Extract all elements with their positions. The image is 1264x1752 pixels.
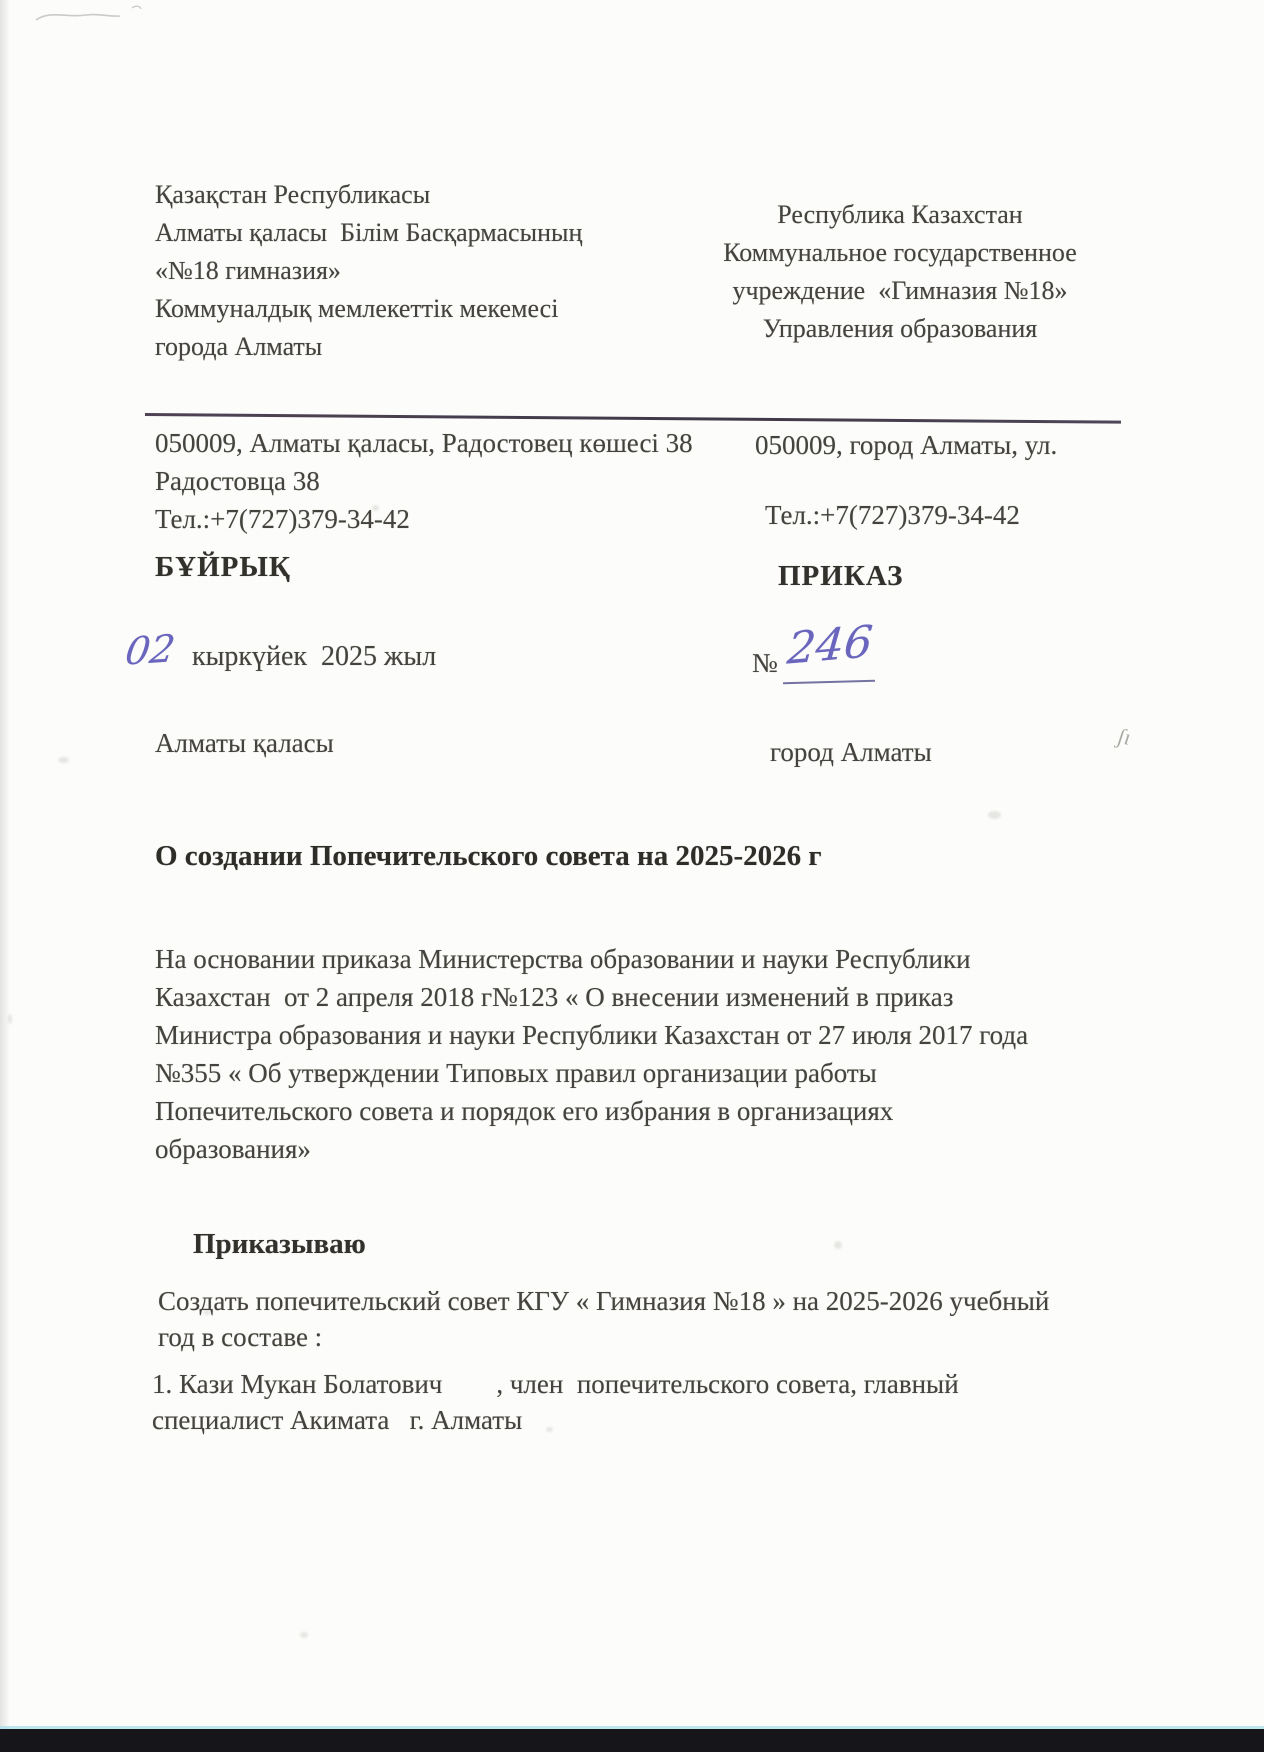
- decree-word: Приказываю: [193, 1228, 366, 1260]
- pencil-scribble-artifact: [28, 2, 168, 36]
- header-divider-line: [145, 413, 1121, 424]
- handwritten-order-number: 246: [785, 616, 875, 675]
- order-number-label: №: [752, 648, 778, 678]
- org-kk-line: «№18 гимназия»: [155, 256, 341, 285]
- preamble-line: Министра образования и науки Республики Казахстан от 27 июля 2017 года: [155, 1020, 1029, 1050]
- org-ru-line: учреждение «Гимназия №18»: [732, 276, 1068, 305]
- order-number-underline: [783, 680, 875, 684]
- decree-line: Создать попечительский совет КГУ « Гимназия №18 » на 2025-2026 учебный: [158, 1286, 1050, 1316]
- scan-smudge: [8, 1014, 12, 1024]
- address-russian: 050009, город Алматы, ул.: [755, 430, 1058, 460]
- org-ru-line: Республика Казахстан: [777, 200, 1023, 229]
- order-heading-kazakh: БҰЙРЫҚ: [155, 551, 291, 583]
- scan-smudge: [372, 505, 379, 511]
- preamble-line: образования»: [155, 1134, 311, 1164]
- preamble-line: На основании приказа Министерства образовании и науки Республики: [155, 944, 971, 974]
- member-list-item: [152, 1366, 959, 1438]
- org-kk-line: Алматы қаласы Білім Басқармасының: [155, 218, 583, 247]
- member-line: специалист Акимата г. Алматы: [152, 1405, 523, 1435]
- decree-line: год в составе :: [158, 1322, 323, 1352]
- city-kazakh: Алматы қаласы: [155, 728, 334, 758]
- order-date-text: кыркүйек 2025 жыл: [192, 641, 437, 672]
- scan-smudge: [834, 1241, 842, 1249]
- city-russian: город Алматы: [770, 737, 932, 767]
- org-ru-line: Управления образования: [762, 314, 1038, 343]
- org-name-kazakh: [155, 176, 582, 366]
- phone-kk: Тел.:+7(727)379-34-42: [155, 504, 410, 534]
- preamble-paragraph: [155, 940, 1028, 1168]
- subject-title: О создании Попечительского совета на 2025-2026 г: [155, 840, 822, 872]
- org-ru-line: Коммунальное государственное: [723, 238, 1077, 267]
- scan-smudge: [988, 811, 1001, 819]
- scan-smudge: [300, 1632, 308, 1638]
- decree-paragraph: [158, 1283, 1049, 1355]
- scan-smudge: [204, 1310, 210, 1315]
- order-heading-russian: ПРИКАЗ: [778, 560, 904, 592]
- address-kk-line: Радостовца 38: [155, 466, 320, 496]
- ink-mark-artifact: ʃı: [1116, 723, 1133, 750]
- org-kk-line: города Алматы: [155, 332, 323, 361]
- phone-russian: Тел.:+7(727)379-34-42: [765, 500, 1020, 530]
- preamble-line: Попечительского совета и порядок его избрания в организациях: [155, 1096, 894, 1126]
- scanner-edge-band: [0, 1729, 1264, 1752]
- member-line: 1. Кази Мукан Болатович , член попечительского совета, главный: [152, 1369, 959, 1399]
- org-name-russian: [680, 196, 1120, 348]
- preamble-line: №355 « Об утверждении Типовых правил организации работы: [155, 1058, 877, 1088]
- handwritten-day: 02: [122, 626, 178, 674]
- scan-smudge: [58, 757, 69, 763]
- preamble-line: Казахстан от 2 апреля 2018 г№123 « О внесении изменений в приказ: [155, 982, 954, 1012]
- scan-smudge: [546, 1427, 553, 1432]
- address-kazakh: [155, 424, 693, 538]
- org-kk-line: Қазақстан Республикасы: [155, 180, 431, 209]
- address-kk-line: 050009, Алматы қаласы, Радостовец көшесі 38: [155, 428, 693, 458]
- org-kk-line: Коммуналдық мемлекеттік мекемесі: [155, 294, 559, 323]
